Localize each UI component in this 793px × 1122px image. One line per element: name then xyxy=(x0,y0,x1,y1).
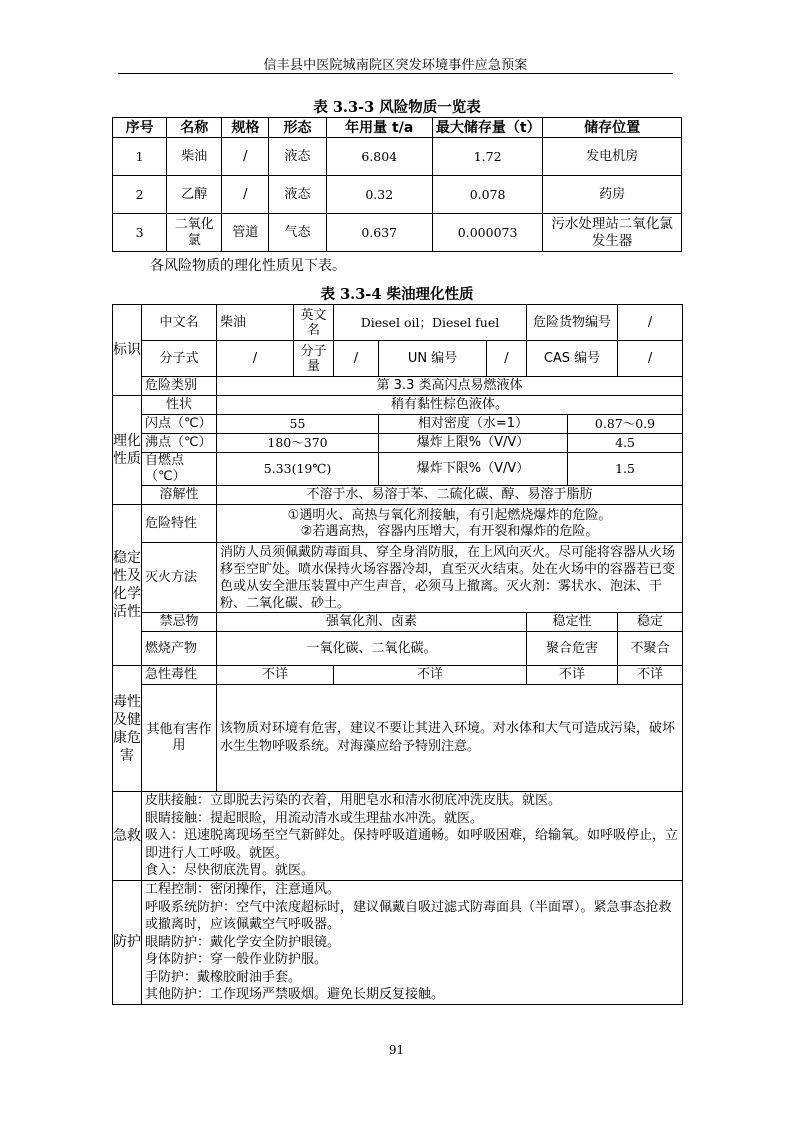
table-cell: 发电机房 xyxy=(543,138,682,176)
acute-toxicity-label: 急性毒性 xyxy=(142,666,217,685)
table-cell: 柴油 xyxy=(167,138,222,176)
polymerization-value: 不聚合 xyxy=(618,632,683,666)
body-paragraph: 各风险物质的理化性质见下表。 xyxy=(150,258,346,274)
diesel-properties-table xyxy=(112,304,683,1005)
fire-fighting-value: 消防人员须佩戴防毒面具、穿全身消防服，在上风向灭火。尽可能将容器从火场移至空旷处。喷水保持火场容器冷却，直至灭火结束。处在火场中的容器若已变色或从安全泄压装置中产生声音，必须马上撤离。灭火剂：雾状水、泡沫、干粉、二氧化碳、砂土。 xyxy=(217,543,683,613)
table-cell: 0.32 xyxy=(326,176,432,214)
hazard-class-value: 第 3.3 类高闪点易燃液体 xyxy=(217,377,683,396)
table1-col-header: 最大储存量（t） xyxy=(432,118,542,138)
appearance-label: 性状 xyxy=(142,396,217,415)
cn-name-value: 柴油 xyxy=(217,305,294,341)
appearance-value: 稍有黏性棕色液体。 xyxy=(217,396,683,415)
section-physical-chemical: 理化性质 xyxy=(113,396,142,505)
dg-no-value: / xyxy=(618,305,683,341)
en-name-label: 英文名 xyxy=(294,305,334,341)
table-cell: 乙醇 xyxy=(167,176,222,214)
mw-label: 分子量 xyxy=(294,341,334,377)
dg-no-label: 危险货物编号 xyxy=(527,305,618,341)
table1-col-header: 年用量 t/a xyxy=(326,118,432,138)
flash-point-label: 闪点（℃） xyxy=(142,415,217,434)
solubility-value: 不溶于水、易溶于苯、二硫化碳、醇、易溶于脂肪 xyxy=(217,486,683,505)
table-row xyxy=(113,138,682,176)
page-number: 91 xyxy=(388,1043,405,1057)
cas-value: / xyxy=(618,341,683,377)
section-identification: 标识 xyxy=(113,305,142,396)
table-cell: 气态 xyxy=(269,214,326,252)
table-row xyxy=(113,214,682,252)
autoignition-value: 5.33(19℃) xyxy=(217,453,379,486)
section-stability: 稳定性及化学活性 xyxy=(113,505,142,666)
acute-toxicity-value: 不详 xyxy=(334,666,527,685)
solubility-label: 溶解性 xyxy=(142,486,217,505)
table-cell: 液态 xyxy=(269,138,326,176)
table1-header-row xyxy=(113,118,682,138)
uel-label: 爆炸上限%（V/V） xyxy=(379,434,568,453)
first-aid-value: 皮肤接触：立即脱去污染的衣着，用肥皂水和清水彻底冲洗皮肤。就医。 眼睛接触：提起眼睑，用流动清水或生理盐水冲洗。就医。 吸入：迅速脱离现场至空气新鲜处。保持呼吸道通畅。如呼吸困难，给输氧。如呼吸停止，立即进行人工呼吸。就医。 食入：尽快彻底洗胃。就医。 xyxy=(142,792,683,881)
table-cell: 管道 xyxy=(222,214,269,252)
other-hazard-label: 其他有害作用 xyxy=(142,685,217,792)
header-divider xyxy=(118,73,673,74)
page-header: 信丰县中医院城南院区突发环境事件应急预案 xyxy=(263,58,528,73)
incompatible-label: 禁忌物 xyxy=(142,613,217,632)
table-cell: / xyxy=(222,176,269,214)
table1-col-header: 储存位置 xyxy=(543,118,682,138)
density-label: 相对密度（水=1） xyxy=(379,415,568,434)
hazard-char-value: ①遇明火、高热与氧化剂接触，有引起燃烧爆炸的危险。 ②若遇高热，容器内压增大，有开裂和爆炸的危险。 xyxy=(217,505,683,543)
mw-value: / xyxy=(334,341,379,377)
stability-value: 稳定 xyxy=(618,613,683,632)
cn-name-label: 中文名 xyxy=(142,305,217,341)
table-cell: 1 xyxy=(113,138,167,176)
combustion-products-value: 一氧化碳、二氧化碳。 xyxy=(217,632,527,666)
protection-value: 工程控制：密闭操作，注意通风。 呼吸系统防护：空气中浓度超标时，建议佩戴自吸过滤式防毒面具（半面罩）。紧急事态抢救或撤离时，应该佩戴空气呼吸器。 眼睛防护：戴化学安全防护眼镜。 身体防护：穿一般作业防护服。 手防护：戴橡胶耐油手套。 其他防护：工作现场严禁吸烟。避免长期反复接触。 xyxy=(142,881,683,1005)
table1-col-header: 名称 xyxy=(167,118,222,138)
cas-label: CAS 编号 xyxy=(527,341,618,377)
un-label: UN 编号 xyxy=(379,341,487,377)
table-row xyxy=(113,176,682,214)
table1-caption: 表 3.3-3 风险物质一览表 xyxy=(313,99,481,116)
section-protection: 防护 xyxy=(113,881,142,1005)
table1-col-header: 序号 xyxy=(113,118,167,138)
flash-point-value: 55 xyxy=(217,415,379,434)
acute-toxicity-value: 不详 xyxy=(527,666,618,685)
table-cell: 污水处理站二氧化氯发生器 xyxy=(543,214,682,252)
table-cell: 药房 xyxy=(543,176,682,214)
density-value: 0.87～0.9 xyxy=(568,415,683,434)
section-toxicity: 毒性及健康危害 xyxy=(113,666,142,792)
table-cell: 液态 xyxy=(269,176,326,214)
autoignition-label: 自燃点（℃） xyxy=(142,453,217,486)
table-cell: 0.000073 xyxy=(432,214,542,252)
table-cell: 6.804 xyxy=(326,138,432,176)
table-cell: / xyxy=(222,138,269,176)
table-cell: 2 xyxy=(113,176,167,214)
fire-fighting-label: 灭火方法 xyxy=(142,543,217,613)
boiling-point-label: 沸点（℃） xyxy=(142,434,217,453)
table-cell: 0.078 xyxy=(432,176,542,214)
hazard-char-label: 危险特性 xyxy=(142,505,217,543)
table2-caption: 表 3.3-4 柴油理化性质 xyxy=(320,286,474,303)
table1-col-header: 形态 xyxy=(269,118,326,138)
lel-label: 爆炸下限%（V/V） xyxy=(379,453,568,486)
uel-value: 4.5 xyxy=(568,434,683,453)
hazard-class-label: 危险类别 xyxy=(142,377,217,396)
un-value: / xyxy=(487,341,527,377)
stability-label: 稳定性 xyxy=(527,613,618,632)
other-hazard-value: 该物质对环境有危害，建议不要让其进入环境。对水体和大气可造成污染，破坏水生生物呼吸系统。对海藻应给予特别注意。 xyxy=(217,685,683,792)
section-first-aid: 急救 xyxy=(113,792,142,881)
polymerization-label: 聚合危害 xyxy=(527,632,618,666)
table-cell: 1.72 xyxy=(432,138,542,176)
table-cell: 0.637 xyxy=(326,214,432,252)
boiling-point-value: 180～370 xyxy=(217,434,379,453)
incompatible-value: 强氧化剂、卤素 xyxy=(217,613,527,632)
acute-toxicity-value: 不详 xyxy=(618,666,683,685)
lel-value: 1.5 xyxy=(568,453,683,486)
risk-substances-table xyxy=(112,117,682,252)
table-cell: 二氧化氯 xyxy=(167,214,222,252)
combustion-products-label: 燃烧产物 xyxy=(142,632,217,666)
formula-label: 分子式 xyxy=(142,341,217,377)
acute-toxicity-value: 不详 xyxy=(217,666,334,685)
table-cell: 3 xyxy=(113,214,167,252)
formula-value: / xyxy=(217,341,294,377)
table1-col-header: 规格 xyxy=(222,118,269,138)
en-name-value: Diesel oil；Diesel fuel xyxy=(334,305,527,341)
